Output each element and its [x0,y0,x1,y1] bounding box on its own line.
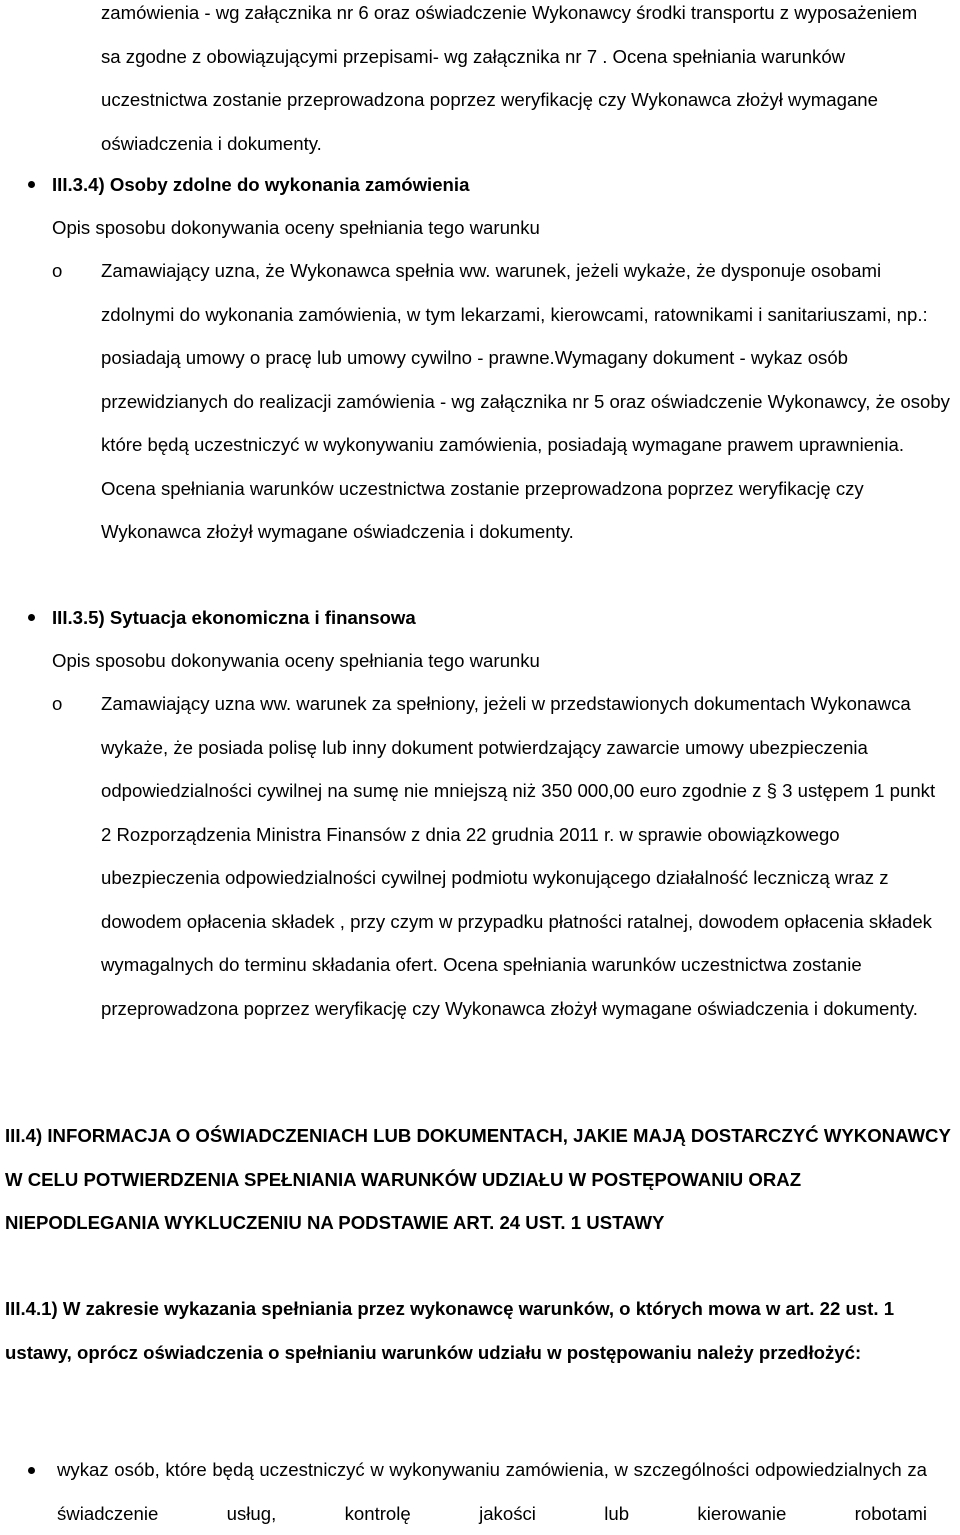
list-marker: o [52,693,63,714]
section-heading-4: III.4) INFORMACJA O OŚWIADCZENIACH LUB DOKUMENTACH, JAKIE MAJĄ DOSTARCZYĆ WYKONAWCY W CELU POTWIERDZENIA SPEŁNIANIA WARUNKÓW UDZIAŁU W POSTĘPOWANIU ORAZ NIEPODLEGANIA WYKLUCZENIU NA PODSTAWIE ART. 24 UST. 1 USTAWY [5,1125,951,1233]
section-heading-3-5: III.3.5) Sytuacja ekonomiczna i finansowa [52,607,416,628]
list-marker: o [52,260,63,281]
section-subheading-4-1: III.4.1) W zakresie wykazania spełniania przez wykonawcę warunków, o których mowa w art. 22 ust. 1 ustawy, oprócz oświadczenia o spełnianiu warunków udziału w postępowaniu należy przedłożyć: [5,1298,895,1363]
continuation-paragraph: zamówienia - wg załącznika nr 6 oraz oświadczenie Wykonawcy środki transportu z wyposażeniem sa zgodne z obowiązującymi przepisami- wg załącznika nr 7 . Ocena spełniania warunków uczestnictwa zostanie przeprowadzona poprzez weryfikację czy Wykonawca złożył wymagane oświadczenia i dokumenty. [101,2,918,154]
section-text-3-4: Zamawiający uzna, że Wykonawca spełnia ww. warunek, jeżeli wykaże, że dysponuje osobami zdolnymi do wykonania zamówienia, w tym lekarzami, kierowcami, ratownikami i sanitariuszami, np.: posiadają umowy o pracę lub umowy cywilno - prawne.Wymagany dokument - wykaz osób przewidzianych do realizacji zamówienia - wg załącznika nr 5 oraz oświadczenie Wykonawcy, że osoby które będą uczestniczyć w wykonywaniu zamówienia, posiadają wymagane prawem uprawnienia. Ocena spełniania warunków uczestnictwa zostanie przeprowadzona poprzez weryfikację czy Wykonawca złożył wymagane oświadczenia i dokumenty. [101,260,950,542]
section-heading-3-4: III.3.4) Osoby zdolne do wykonania zamówienia [52,174,470,195]
bullet-text: wykaz osób, które będą uczestniczyć w wykonywaniu zamówienia, w szczególności odpowiedzialnych za świadczenie usług, kontrolę jakości lub kierowanie robotami [57,1459,927,1524]
bullet-icon [28,181,35,188]
section-subheading-3-4: Opis sposobu dokonywania oceny spełniania tego warunku [52,217,540,238]
section-subheading-3-5: Opis sposobu dokonywania oceny spełniania tego warunku [52,650,540,671]
section-text-3-5: Zamawiający uzna ww. warunek za spełniony, jeżeli w przedstawionych dokumentach Wykonawca wykaże, że posiada polisę lub inny dokument potwierdzający zawarcie umowy ubezpieczenia odpowiedzialności cywilnej na sumę nie mniejszą niż 350 000,00 euro zgodnie z § 3 ustępem 1 punkt 2 Rozporządzenia Ministra Finansów z dnia 22 grudnia 2011 r. w sprawie obowiązkowego ubezpieczenia odpowiedzialności cywilnej podmiotu wykonującego działalność leczniczą wraz z dowodem opłacenia składek , przy czym w przypadku płatności ratalnej, dowodem opłacenia składek wymagalnych do terminu składania ofert. Ocena spełniania warunków uczestnictwa zostanie przeprowadzona poprzez weryfikację czy Wykonawca złożył wymagane oświadczenia i dokumenty. [101,693,936,1019]
bullet-icon [28,1467,35,1474]
bullet-icon [28,614,35,621]
